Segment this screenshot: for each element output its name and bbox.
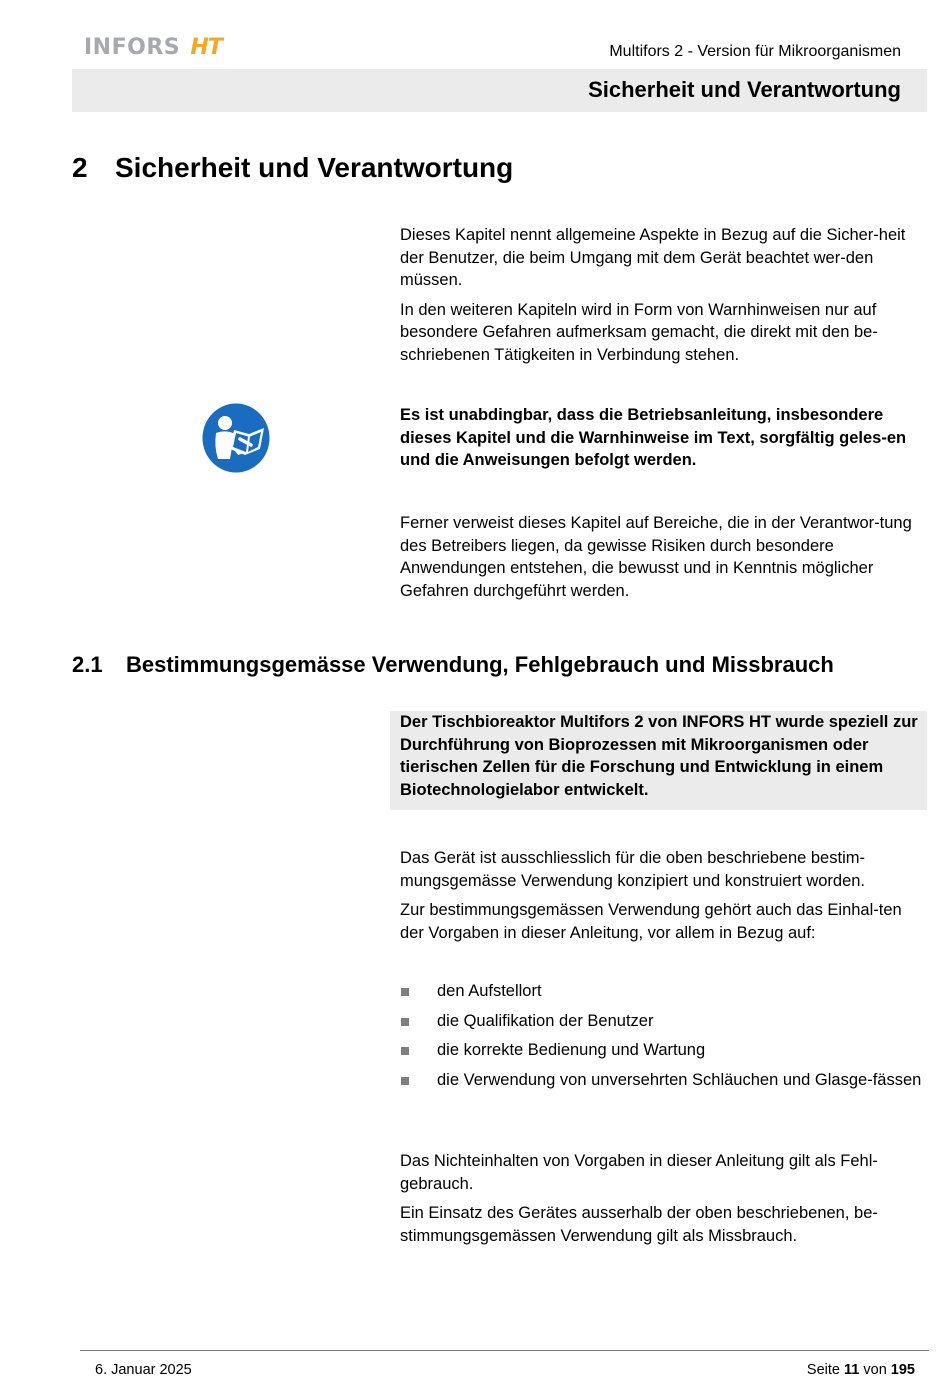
footer-date: 6. Januar 2025 <box>95 1362 192 1378</box>
list-item <box>400 1069 925 1092</box>
intro-paragraph: In den weiteren Kapiteln wird in Form von Warnhinweisen nur auf besondere Gefahren aufmerksam gemacht, die direkt mit den be-schriebenen Tätigkeiten in Verbindung stehen. <box>400 300 878 364</box>
list-item-text: die korrekte Bedienung und Wartung <box>437 1041 706 1059</box>
responsibility-paragraph: Ferner verweist dieses Kapitel auf Bereiche, die in der Verantwor-tung des Betreibers liegen, da gewisse Risiken durch besondere Anwendungen entstehen, die bewusst und in Kenntnis möglicher Gefahren durchgeführt werden. <box>400 514 912 600</box>
list-item <box>400 980 925 1003</box>
list-item-text: die Qualifikation der Benutzer <box>437 1011 654 1030</box>
footer-rule <box>80 1350 929 1351</box>
usage-paragraph: Das Gerät ist ausschliesslich für die oben beschriebene bestim-mungsgemässe Verwendung konzipiert und konstruiert worden. <box>400 849 866 890</box>
subsection-number: 2.1 <box>72 652 103 677</box>
intro-paragraph: Dieses Kapitel nennt allgemeine Aspekte in Bezug auf die Sicher-heit der Benutzer, die beim Umgang mit dem Gerät beachtet wer-den müssen. <box>400 226 906 289</box>
read-manual-icon <box>202 403 270 473</box>
list-item-text: die Verwendung von unversehrten Schläuchen und Glasge-fässen <box>437 1070 922 1089</box>
chapter-title: Sicherheit und Verantwortung <box>115 152 514 183</box>
bullet-square-icon <box>401 988 409 996</box>
logo-badge-text: HT <box>190 34 222 60</box>
page-separator: von <box>863 1362 887 1378</box>
list-item <box>400 1039 925 1062</box>
closing-block <box>400 1150 925 1254</box>
usage-block <box>400 847 925 951</box>
list-item-text: den Aufstellort <box>437 982 542 1000</box>
requirements-list <box>400 980 925 1098</box>
safety-notice: Es ist unabdingbar, dass die Betriebsanleitung, insbesondere dieses Kapitel und die Warnhinweise im Text, sorgfältig geles-en und die Anweisungen befolgt werden. <box>400 406 907 469</box>
closing-paragraph: Das Nichteinhalten von Vorgaben in dieser Anleitung gilt als Fehl-gebrauch. <box>400 1152 878 1193</box>
document-title: Multifors 2 - Version für Mikroorganismen <box>609 43 901 60</box>
infors-ht-logo <box>84 34 226 60</box>
chapter-heading <box>72 152 513 184</box>
highlight-text: Der Tischbioreaktor Multifors 2 von INFORS HT wurde speziell zur Durchführung von Bioprozessen mit Mikroorganismen oder tierischen Zellen für die Forschung und Entwicklung in einem Biotechnologielabor entwickelt. <box>400 713 918 799</box>
page-total: 195 <box>890 1362 915 1378</box>
usage-paragraph: Zur bestimmungsgemässen Verwendung gehört auch das Einhal-ten der Vorgaben in dieser Anleitung, vor allem in Bezug auf: <box>400 901 902 942</box>
logo-badge <box>186 36 226 58</box>
page-current: 11 <box>844 1362 860 1378</box>
page-prefix: Seite <box>806 1362 840 1378</box>
bullet-square-icon <box>401 1018 409 1026</box>
intro-block <box>400 224 925 373</box>
running-chapter-title: Sicherheit und Verantwortung <box>588 77 901 102</box>
chapter-number: 2 <box>72 152 88 183</box>
subsection-title: Bestimmungsgemässe Verwendung, Fehlgebrauch und Missbrauch <box>126 652 834 677</box>
logo-text: INFORS <box>84 34 181 60</box>
closing-paragraph: Ein Einsatz des Gerätes ausserhalb der oben beschriebenen, be-stimmungsgemässen Verwendung gilt als Missbrauch. <box>400 1204 878 1245</box>
list-item <box>400 1010 925 1033</box>
page-number <box>807 1362 915 1378</box>
subsection-heading <box>72 652 834 678</box>
bullet-square-icon <box>401 1077 409 1085</box>
bullet-square-icon <box>401 1047 409 1055</box>
